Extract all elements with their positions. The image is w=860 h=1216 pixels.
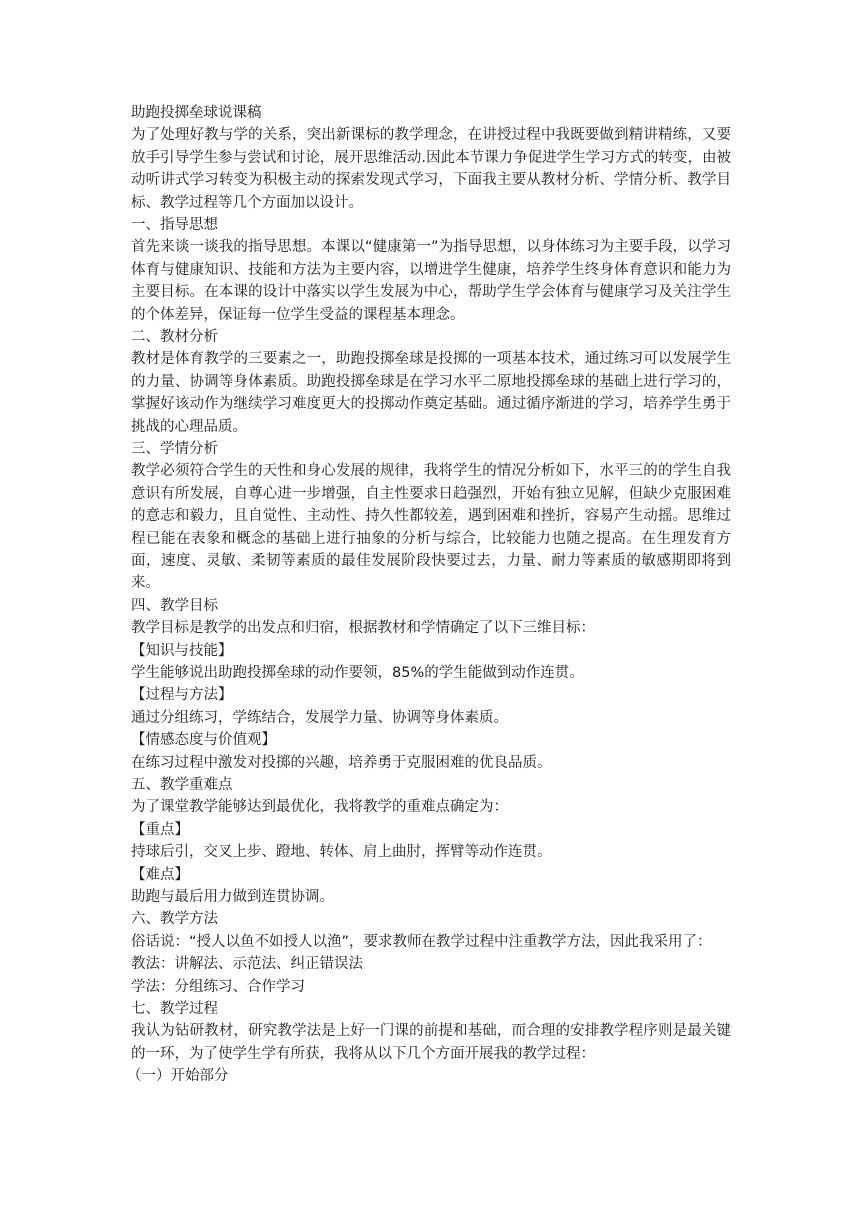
section-body-guiding-thought: 首先来谈一谈我的指导思想。本课以“健康第一”为指导思想，以身体练习为主要手段，以学习体育与健康知识、技能和方法为主要内容，以增进学生健康，培养学生终身体育意识和能力为主要目标。在本课的设计中落实以学生发展为中心，帮助学生学会体育与健康学习及关注学生的个体差异，保证每一位学生受益的课程基本理念。 [131, 239, 731, 323]
document-page [127, 102, 731, 1088]
teaching-method-line: 教法：讲解法、示范法、纠正错误法 [131, 956, 363, 973]
goal-text-knowledge-skills: 学生能够说出助跑投掷垒球的动作要领，85%的学生能做到动作连贯。 [131, 665, 584, 682]
section-body-teaching-process: 我认为钻研教材，研究教学法是上好一门课的前提和基础，而合理的安排教学程序则是最关键的一环，为了使学生学有所获，我将从以下几个方面开展我的教学过程： [131, 1023, 731, 1062]
section-heading-student-analysis: 三、学情分析 [131, 441, 218, 458]
subsection-heading-opening: （一）开始部分 [127, 1068, 229, 1085]
goal-text-process-method: 通过分组练习，学练结合，发展学力量、协调等身体素质。 [131, 709, 508, 726]
goal-label-process-method: 【过程与方法】 [131, 687, 233, 704]
section-heading-teaching-goals: 四、教学目标 [131, 597, 218, 614]
section-heading-teaching-methods: 六、教学方法 [131, 911, 218, 928]
section-body-teaching-goals: 教学目标是教学的出发点和归宿，根据教材和学情确定了以下三维目标： [131, 620, 595, 637]
section-heading-material-analysis: 二、教材分析 [131, 329, 218, 346]
difficult-point-text: 助跑与最后用力做到连贯协调。 [131, 888, 334, 905]
section-heading-key-points: 五、教学重难点 [131, 777, 233, 793]
section-body-teaching-methods: 俗话说：“授人以鱼不如授人以渔”，要求教师在教学过程中注重教学方法，因此我采用了： [131, 933, 712, 950]
learning-method-line: 学法：分组练习、合作学习 [131, 978, 305, 995]
section-heading-teaching-process: 七、教学过程 [131, 1000, 218, 1017]
section-body-student-analysis: 教学必须符合学生的天性和身心发展的规律，我将学生的情况分析如下，水平三的的学生自我意识有所发展，自尊心进一步增强，自主性要求日趋强烈，开始有独立见解，但缺少克服困难的意志和毅力，且自觉性、主动性、持久性都较差，遇到困难和挫折，容易产生动摇。思维过程已能在表象和概念的基础上进行抽象的分析与综合，比较能力也随之提高。在生理发育方面，速度、灵敏、柔韧等素质的最佳发展阶段快要过去，力量、耐力等素质的敏感期即将到来。 [131, 463, 731, 592]
goal-text-attitude-values: 在练习过程中激发对投掷的兴趣，培养勇于克服困难的优良品质。 [131, 754, 552, 771]
section-body-material-analysis: 教材是体育教学的三要素之一，助跑投掷垒球是投掷的一项基本技术，通过练习可以发展学生的力量、协调等身体素质。助跑投掷垒球是在学习水平二原地投掷垒球的基础上进行学习的，掌握好该动作为继续学习难度更大的投掷动作奠定基础。通过循序渐进的学习，培养学生勇于挑战的心理品质。 [131, 351, 731, 435]
intro-paragraph: 为了处理好教与学的关系，突出新课标的教学理念，在讲授过程中我既要做到精讲精练，又要放手引导学生参与尝试和讨论，展开思维活动.因此本节课力争促进学生学习方式的转变，由被动听讲式学习转变为积极主动的探索发现式学习，下面我主要从教材分析、学情分析、教学目标、教学过程等几个方面加以设计。 [131, 127, 731, 211]
key-point-label: 【重点】 [131, 821, 189, 838]
section-heading-guiding-thought: 一、指导思想 [131, 217, 218, 234]
goal-label-knowledge-skills: 【知识与技能】 [131, 642, 233, 659]
section-body-key-points: 为了课堂教学能够达到最优化，我将教学的重难点确定为： [131, 799, 508, 816]
goal-label-attitude-values: 【情感态度与价值观】 [131, 732, 276, 749]
key-point-text: 持球后引，交叉上步、蹬地、转体、肩上曲肘，挥臂等动作连贯。 [131, 844, 552, 861]
difficult-point-label: 【难点】 [131, 866, 189, 883]
document-title: 助跑投掷垒球说课稿 [131, 105, 262, 121]
